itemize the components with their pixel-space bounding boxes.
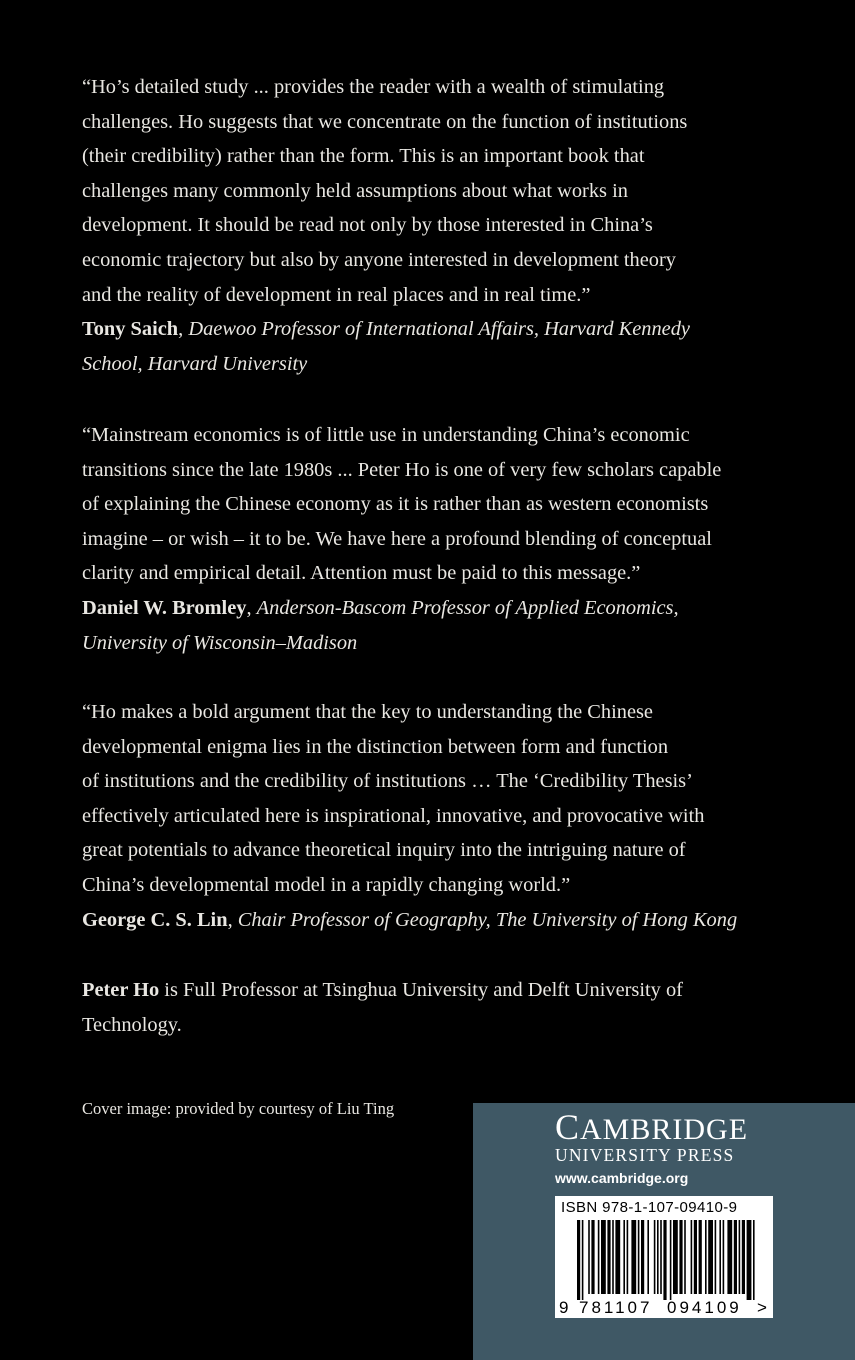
author-name: Peter Ho [82, 979, 160, 1001]
review-quote-2 [82, 418, 782, 660]
publisher-name-rest: AMBRIDGE [580, 1113, 749, 1146]
quote-line: challenges. Ho suggests that we concentrate on the function of institutions [82, 110, 688, 133]
review-quote-1 [82, 70, 782, 381]
reviewer-title: Chair Professor of Geography, The University of Hong Kong [237, 908, 738, 931]
isbn-barcode [555, 1196, 773, 1318]
bio-line [82, 973, 782, 1008]
reviewer-name: Tony Saich [82, 318, 179, 341]
quote-line: China’s developmental model in a rapidly changing world.” [82, 873, 571, 896]
quote-line: “Ho’s detailed study ... provides the reader with a wealth of stimulating [82, 76, 665, 98]
reviewer-name: Daniel W. Bromley [82, 596, 247, 619]
reviewer-title-continued: University of Wisconsin–Madison [82, 631, 358, 654]
publisher-subtitle: UNIVERSITY PRESS [555, 1145, 735, 1165]
barcode-digit-group: > [757, 1298, 767, 1317]
quote-line: challenges many commonly held assumptions about what works in [82, 179, 628, 202]
cover-credit: Cover image: provided by courtesy of Liu Ting [82, 1099, 395, 1118]
quote-line: “Ho makes a bold argument that the key to understanding the Chinese [82, 701, 653, 723]
barcode-digit-group: 781107 [579, 1298, 653, 1317]
reviewer-title: Daewoo Professor of International Affairs, Harvard Kennedy [188, 318, 690, 341]
quote-line: effectively articulated here is inspirational, innovative, and provocative with [82, 804, 705, 827]
quote-line: “Mainstream economics is of little use in understanding China’s economic [82, 424, 690, 446]
publisher-url: www.cambridge.org [555, 1170, 689, 1186]
barcode-digit-group: 9 [559, 1298, 569, 1317]
quote-line: development. It should be read not only by those interested in China’s [82, 214, 653, 237]
barcode-digits [555, 1196, 773, 1318]
quote-line: of institutions and the credibility of institutions … The ‘Credibility Thesis’ [82, 770, 693, 793]
quote-line: developmental enigma lies in the distinction between form and function [82, 735, 669, 758]
quote-line: great potentials to advance theoretical inquiry into the intriguing nature of [82, 839, 686, 862]
quote-line: and the reality of development in real places and in real time.” [82, 283, 591, 306]
reviewer-title: Anderson-Bascom Professor of Applied Economics, [256, 596, 679, 619]
quote-line: (their credibility) rather than the form. This is an important book that [82, 145, 645, 168]
reviewer-title-continued: School, Harvard University [82, 352, 308, 375]
author-bio [82, 973, 782, 1042]
quote-line: clarity and empirical detail. Attention must be paid to this message.” [82, 562, 641, 585]
bio-text: is Full Professor at Tsinghua University and Delft University of [159, 979, 683, 1001]
quote-line: of explaining the Chinese economy as it is rather than as western economists [82, 493, 709, 516]
publisher-panel [473, 1103, 855, 1360]
bio-line: Technology. [82, 1013, 182, 1036]
reviewer-name: George C. S. Lin [82, 908, 228, 931]
quote-line: imagine – or wish – it to be. We have here a profound blending of conceptual [82, 527, 712, 550]
review-quote-3 [82, 695, 782, 937]
publisher-logo [555, 1109, 748, 1148]
isbn-label: ISBN 978-1-107-09410-9 [561, 1199, 738, 1216]
barcode-digit-group: 094109 [667, 1298, 742, 1317]
quote-attribution: Daniel W. Bromley, Anderson-Bascom Professor of Applied Economics, [82, 596, 679, 619]
quote-attribution: Tony Saich, Daewoo Professor of International Affairs, Harvard Kennedy [82, 318, 690, 341]
quote-line: economic trajectory but also by anyone interested in development theory [82, 248, 676, 271]
publisher-name-initial: C [555, 1107, 581, 1147]
quote-attribution: George C. S. Lin, Chair Professor of Geography, The University of Hong Kong [82, 908, 738, 931]
quote-line: transitions since the late 1980s ... Peter Ho is one of very few scholars capable [82, 458, 722, 481]
